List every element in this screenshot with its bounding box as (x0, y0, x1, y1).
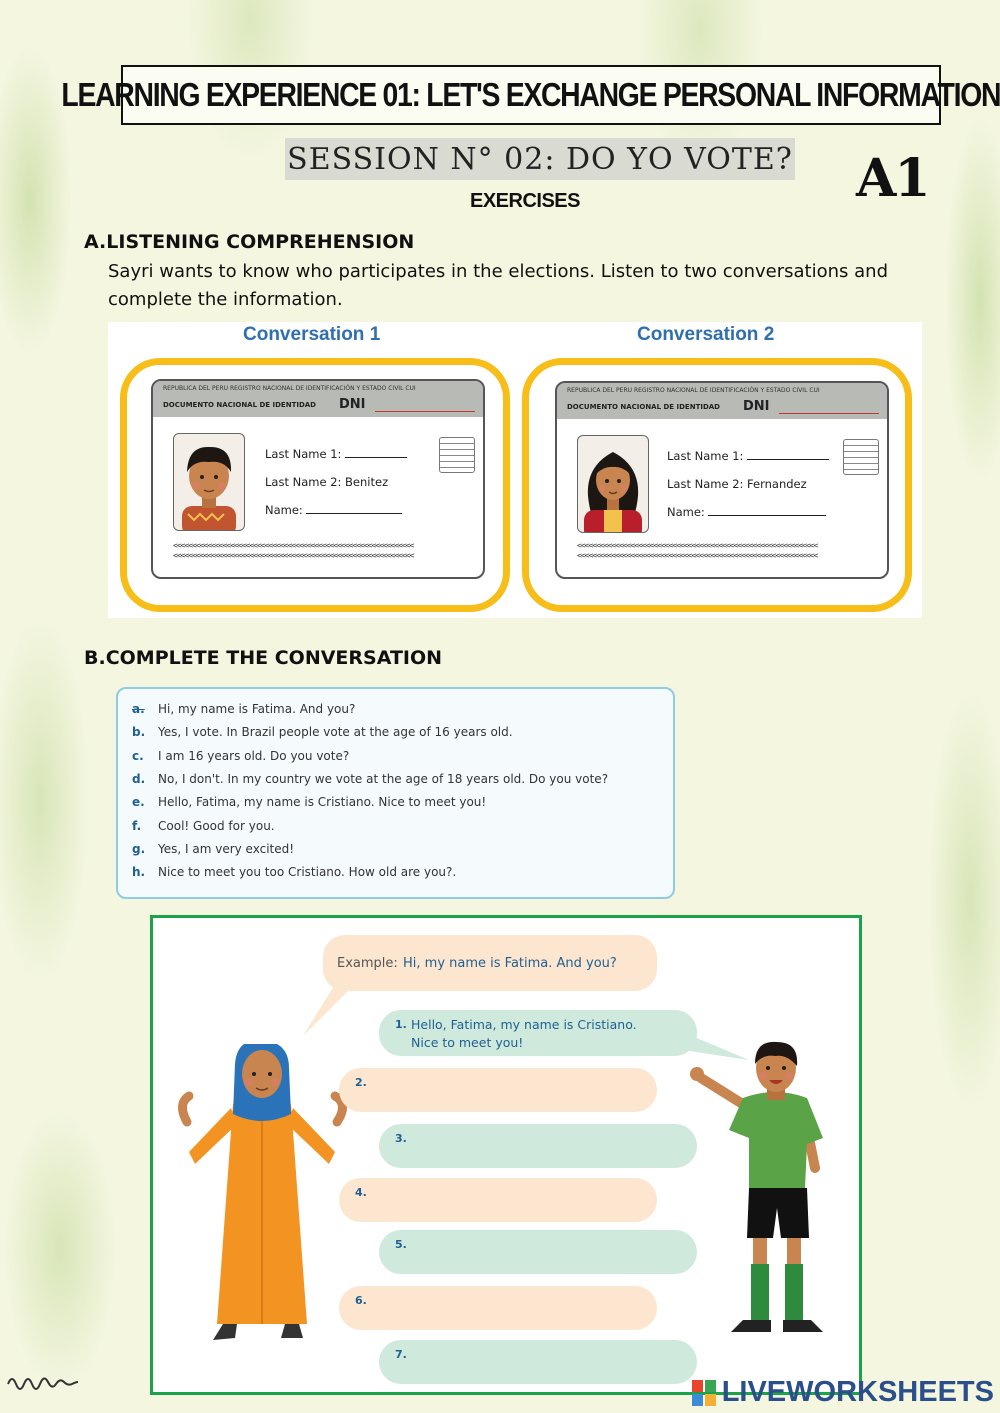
last-name-1-blank[interactable] (345, 457, 407, 458)
last-name-1-label: Last Name 1: (667, 449, 829, 463)
name-label: Name: (667, 505, 826, 519)
section-b-heading (84, 647, 442, 669)
fingerprint-box (439, 437, 475, 473)
option-item: b. Yes, I vote. In Brazil people vote at the age of 16 years old. (132, 725, 513, 739)
section-a-heading (84, 231, 414, 253)
id-card-registry-text: REPUBLICA DEL PERU REGISTRO NACIONAL DE IDENTIFICACIÓN Y ESTADO CIVIL CUI (163, 385, 416, 392)
last-name-1-label: Last Name 1: (265, 447, 407, 461)
line-1-text-b: Nice to meet you! (411, 1035, 524, 1050)
last-name-1-blank[interactable] (747, 459, 829, 460)
cristiano-illustration (683, 1038, 853, 1348)
answer-bubble-6[interactable]: 6. (339, 1286, 657, 1330)
mrz-line-2: <<<<<<<<<<<<<<<<<<<<<<<<<<<<<<<<<<<<<<<<<<<<<<<<<<<<<<<<<<<<<<< (577, 551, 818, 560)
section-a-title: LISTENING COMPREHENSION (106, 231, 415, 253)
liveworksheets-logo-icon (692, 1380, 716, 1406)
worksheet-title-box (61, 65, 1000, 125)
dni-label: DNI (743, 399, 770, 414)
mrz-line-2: <<<<<<<<<<<<<<<<<<<<<<<<<<<<<<<<<<<<<<<<<<<<<<<<<<<<<<<<<<<<<<< (173, 551, 414, 560)
id-card-registry-text: REPUBLICA DEL PERU REGISTRO NACIONAL DE IDENTIFICACIÓN Y ESTADO CIVIL CUI (567, 387, 820, 394)
id-card-header (153, 381, 483, 417)
section-a-letter: A. (84, 231, 107, 253)
section-a-instructions: Sayri wants to know who participates in the elections. Listen to two conversations and complete the information. (108, 261, 889, 310)
name-label: Name: (265, 503, 402, 517)
answer-bubble-3[interactable]: 3. (379, 1124, 697, 1168)
mrz-line-1: <<<<<<<<<<<<<<<<<<<<<<<<<<<<<<<<<<<<<<<<<<<<<<<<<<<<<<<<<<<<<<< (577, 541, 818, 550)
answer-bubble-4[interactable]: 4. (339, 1178, 657, 1222)
session-title: SESSION N° 02: DO YO VOTE? (285, 138, 795, 180)
mrz-line-1: <<<<<<<<<<<<<<<<<<<<<<<<<<<<<<<<<<<<<<<<<<<<<<<<<<<<<<<<<<<<<<< (173, 541, 414, 550)
example-bubble (323, 935, 657, 991)
answer-bubble-7[interactable]: 7. (379, 1340, 697, 1384)
answer-bubble-2[interactable]: 2. (339, 1068, 657, 1112)
girl-portrait (577, 435, 649, 533)
id-card-doc-label: DOCUMENTO NACIONAL DE IDENTIDAD (567, 403, 720, 411)
answer-bubble-5[interactable]: 5. (379, 1230, 697, 1274)
dialog-line-1: 1. Hello, Fatima, my name is Cristiano. Nice to meet you! (379, 1010, 697, 1056)
example-text: Hi, my name is Fatima. And you? (403, 956, 617, 971)
option-item: e. Hello, Fatima, my name is Cristiano. Nice to meet you! (132, 795, 487, 809)
dialog-panel (150, 915, 862, 1395)
option-item: a. Hi, my name is Fatima. And you? (132, 702, 356, 716)
option-item: d. No, I don't. In my country we vote at the age of 18 years old. Do you vote? (132, 772, 609, 786)
example-label: Example: (337, 956, 398, 971)
id-card-doc-label: DOCUMENTO NACIONAL DE IDENTIDAD (163, 401, 316, 409)
option-item: h. Nice to meet you too Cristiano. How old are you?. (132, 865, 457, 879)
section-b-letter: B. (84, 647, 106, 669)
conversation-panel (108, 322, 922, 618)
conversation-1-title: Conversation 1 (243, 324, 381, 345)
name-blank[interactable] (708, 515, 826, 516)
dni-label: DNI (339, 397, 366, 412)
liveworksheets-brand (722, 1376, 994, 1409)
conversation-2-title: Conversation 2 (637, 324, 775, 345)
line-1-text-a: Hello, Fatima, my name is Cristiano. (411, 1017, 637, 1032)
id-card-2 (555, 381, 889, 579)
fatima-illustration (167, 1044, 357, 1344)
brand-text: LIVEWORKSHEETS (721, 1376, 994, 1408)
name-blank[interactable] (306, 513, 402, 514)
id-card-frame-2 (522, 358, 912, 612)
id-card-frame-1 (120, 358, 510, 612)
id-card-header (557, 383, 887, 419)
option-item: c. I am 16 years old. Do you vote? (132, 749, 350, 763)
id-card-1 (151, 379, 485, 579)
section-b-title: COMPLETE THE CONVERSATION (105, 647, 443, 669)
boy-portrait (173, 433, 245, 531)
fingerprint-box (843, 439, 879, 475)
level-badge: A1 (856, 148, 929, 209)
dni-number-field[interactable] (375, 411, 475, 412)
signature-scribble (6, 1370, 80, 1396)
worksheet-title: LEARNING EXPERIENCE 01: LET'S EXCHANGE PERSONAL INFORMATION (61, 76, 1000, 113)
last-name-2: Last Name 2: Fernandez (667, 477, 807, 491)
options-box (116, 687, 675, 899)
dni-number-field[interactable] (779, 413, 879, 414)
exercises-heading: EXERCISES (470, 190, 580, 212)
last-name-2: Last Name 2: Benitez (265, 475, 389, 489)
option-item: f. Cool! Good for you. (132, 819, 275, 833)
option-item: g. Yes, I am very excited! (132, 842, 295, 856)
